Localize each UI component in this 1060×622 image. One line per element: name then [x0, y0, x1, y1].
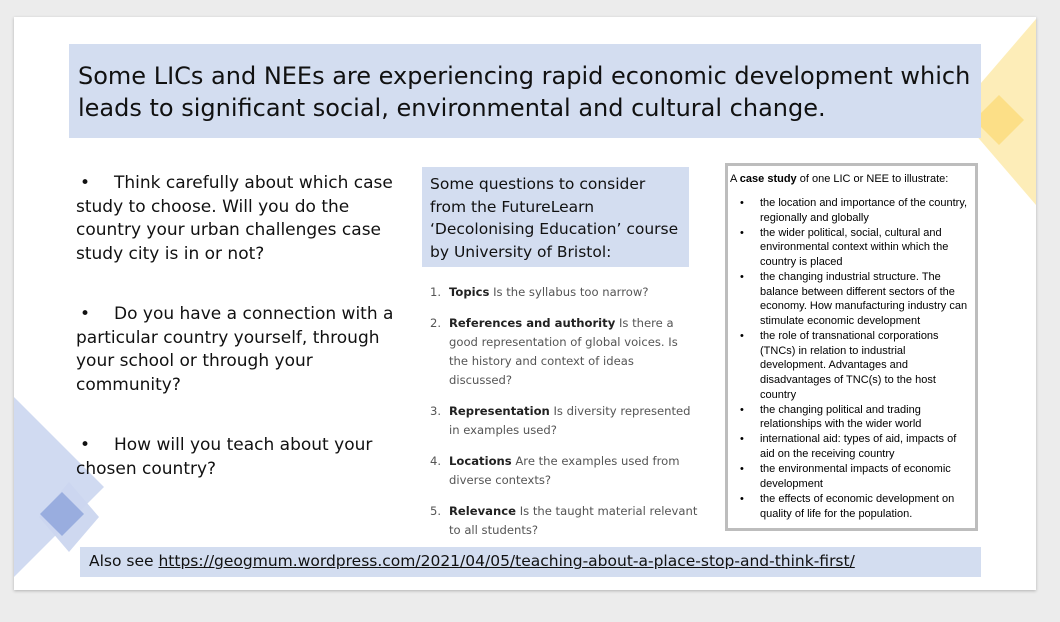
bullet-marker: • — [80, 173, 91, 193]
case-study-item: • the effects of economic development on quality of life for the population. — [736, 492, 973, 521]
question-number: 5. — [430, 504, 442, 518]
bullet-text: Think carefully about which case study to choose. Will you do the country your urban challenges case study city is in or not? — [76, 173, 393, 264]
question-item — [430, 402, 700, 440]
case-study-item: • the changing industrial structure. The balance between different sectors of the economy. How manufacturing industry can stimulate economic development — [736, 270, 973, 328]
questions-intro-box — [422, 167, 689, 267]
case-study-heading — [730, 173, 973, 185]
case-study-item: • the role of transnational corporations (TNCs) in relation to industrial development. Advantages and disadvantages of TNC(s) to the host country — [736, 329, 973, 402]
question-item — [430, 283, 700, 302]
question-number: 4. — [430, 454, 442, 468]
case-study-item: • the wider political, social, cultural and environmental context within which the country is placed — [736, 226, 973, 270]
bullet-item — [76, 303, 411, 397]
question-item — [430, 314, 700, 390]
question-item — [430, 452, 700, 490]
title-box — [69, 44, 981, 138]
bullet-list — [76, 172, 411, 518]
case-study-box — [725, 163, 978, 531]
question-text: Is there a good representation of global voices. Is the history and context of ideas discussed? — [449, 316, 678, 387]
question-text: Is diversity represented in examples used? — [449, 404, 691, 437]
question-label: Representation — [449, 404, 550, 418]
blog-link[interactable]: https://geogmum.wordpress.com/2021/04/05/teaching-about-a-place-stop-and-think-first/ — [158, 552, 855, 570]
bullet-text: How will you teach about your chosen country? — [76, 435, 373, 479]
question-text: Are the examples used from diverse contexts? — [449, 454, 680, 487]
also-see-box — [80, 547, 981, 577]
question-text: Is the taught material relevant to all students? — [449, 504, 698, 537]
case-study-suffix: of one LIC or NEE to illustrate: — [796, 173, 949, 185]
questions-intro: Some questions to consider from the FutureLearn ‘Decolonising Education’ course by University of Bristol: — [430, 175, 679, 261]
question-number: 1. — [430, 285, 442, 299]
case-study-item: • international aid: types of aid, impacts of aid on the receiving country — [736, 432, 973, 461]
question-text: Is the syllabus too narrow? — [493, 285, 649, 299]
slide-title: Some LICs and NEEs are experiencing rapid economic development which leads to significant social, environmental and cultural change. — [78, 62, 971, 122]
bullet-item — [76, 434, 411, 481]
bullet-item — [76, 172, 411, 266]
also-see-prefix: Also see — [89, 552, 159, 570]
question-number: 2. — [430, 316, 442, 330]
question-item — [430, 502, 700, 540]
case-study-item: • the environmental impacts of economic development — [736, 462, 973, 491]
question-label: Relevance — [449, 504, 516, 518]
questions-list — [430, 283, 700, 552]
bullet-marker: • — [80, 304, 91, 324]
bullet-marker: • — [80, 435, 91, 455]
question-number: 3. — [430, 404, 442, 418]
case-study-bold: case study — [739, 173, 797, 185]
question-label: Locations — [449, 454, 512, 468]
case-study-item: • the changing political and trading relationships with the wider world — [736, 403, 973, 432]
question-label: Topics — [449, 285, 490, 299]
question-label: References and authority — [449, 316, 616, 330]
case-study-prefix: A — [730, 173, 740, 185]
also-see-text — [89, 552, 977, 570]
bullet-text: Do you have a connection with a particular country yourself, through your school or through your community? — [76, 304, 394, 395]
case-study-list — [736, 196, 973, 522]
slide — [14, 17, 1036, 590]
case-study-item: • the location and importance of the country, regionally and globally — [736, 196, 973, 225]
